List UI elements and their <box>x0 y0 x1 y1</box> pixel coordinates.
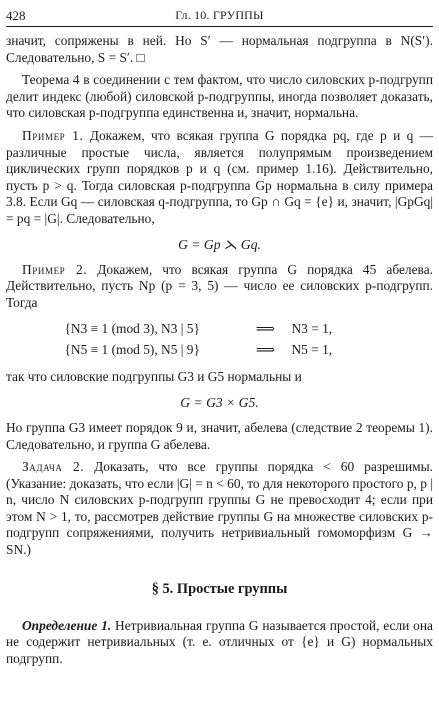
implication-row <box>65 318 375 339</box>
condition-n3: {N3 ≡ 1 (mod 3), N3 | 5} <box>64 321 200 337</box>
implies-arrow: ⟹ <box>255 321 276 337</box>
result-n3: N3 = 1, <box>291 321 333 337</box>
definition-1-label: Определение 1. <box>22 617 112 633</box>
task-2 <box>6 459 433 559</box>
condition-n5: {N5 ≡ 1 (mod 5), N5 | 9} <box>64 342 200 358</box>
task-2-label: Задача 2. <box>22 459 85 475</box>
example-1-label: Пример 1. <box>22 127 84 143</box>
example-1 <box>6 128 433 228</box>
paragraph-proof-end: значит, сопряжены в ней. Но S′ — нормальная подгруппа в N(S′). Следовательно, S = S′. □ <box>6 33 433 65</box>
section-title: § 5. Простые группы <box>151 580 288 597</box>
example-1-text: Докажем, что всякая группа G порядка pq, где p и q — различные простые числа, является полупрямым произведением циклических групп порядков p и q (см. пример 1.16). Действительно, пусть p > q. Тогда силовская p-подгруппа Gp нормальна в силу примера 3.8. Если Gq — силовская q-подгруппа, то Gp ∩ Gq = {e} и, значит, |GpGq| = pq = |G|. Следовательно, <box>6 127 433 226</box>
implication-block <box>65 318 375 360</box>
paragraph-normal-subgroups: так что силовские подгруппы G3 и G5 нормальны и <box>6 369 302 385</box>
formula-semidirect-product: G = Gp ⋋ Gq. <box>178 236 261 252</box>
result-n5: N5 = 1, <box>291 342 333 358</box>
task-2-text: Доказать, что все группы порядка < 60 разрешимы. (Указание: доказать, что если |G| = n < 60, то для некоторого простого p, p | n, число N силовских p-подгрупп группы G не превосходит 4; если при этом N > 1, то, рассмотрев действие группы G на множестве силовских p-подгрупп сопряжениями, получить нетривиальный гомоморфизм G → SN.) <box>6 459 433 558</box>
implies-arrow: ⟹ <box>255 342 276 358</box>
example-2-text: Докажем, что всякая группа G порядка 45 абелева. Действительно, пусть Np (p = 3, 5) — число ее силовских p-подгрупп. Тогда <box>6 261 433 310</box>
page-header <box>6 4 433 27</box>
definition-1-text: Нетривиальная группа G называется простой, если она не содержит нетривиальных (т. е. отличных от {e} и G) нормальных подгрупп. <box>6 617 433 666</box>
example-2 <box>6 262 433 312</box>
example-2-label: Пример 2. <box>22 261 88 277</box>
paragraph-conclusion: Но группа G3 имеет порядок 9 и, значит, абелева (следствие 2 теоремы 1). Следовательно, и группа G абелева. <box>6 419 433 452</box>
running-title: Гл. 10. ГРУППЫ <box>175 8 264 22</box>
page-number: 428 <box>6 8 26 23</box>
implication-row <box>65 339 375 360</box>
formula-direct-product: G = G3 × G5. <box>180 394 259 410</box>
paragraph-theorem-4-remark: Теорема 4 в соединении с тем фактом, что число силовских p-подгрупп делит индекс (любой) силовской p-подгруппы, иногда позволяет доказать, что силовская p-подгруппа единственна и, значит, нормальна. <box>6 72 433 121</box>
definition-1 <box>6 618 433 668</box>
